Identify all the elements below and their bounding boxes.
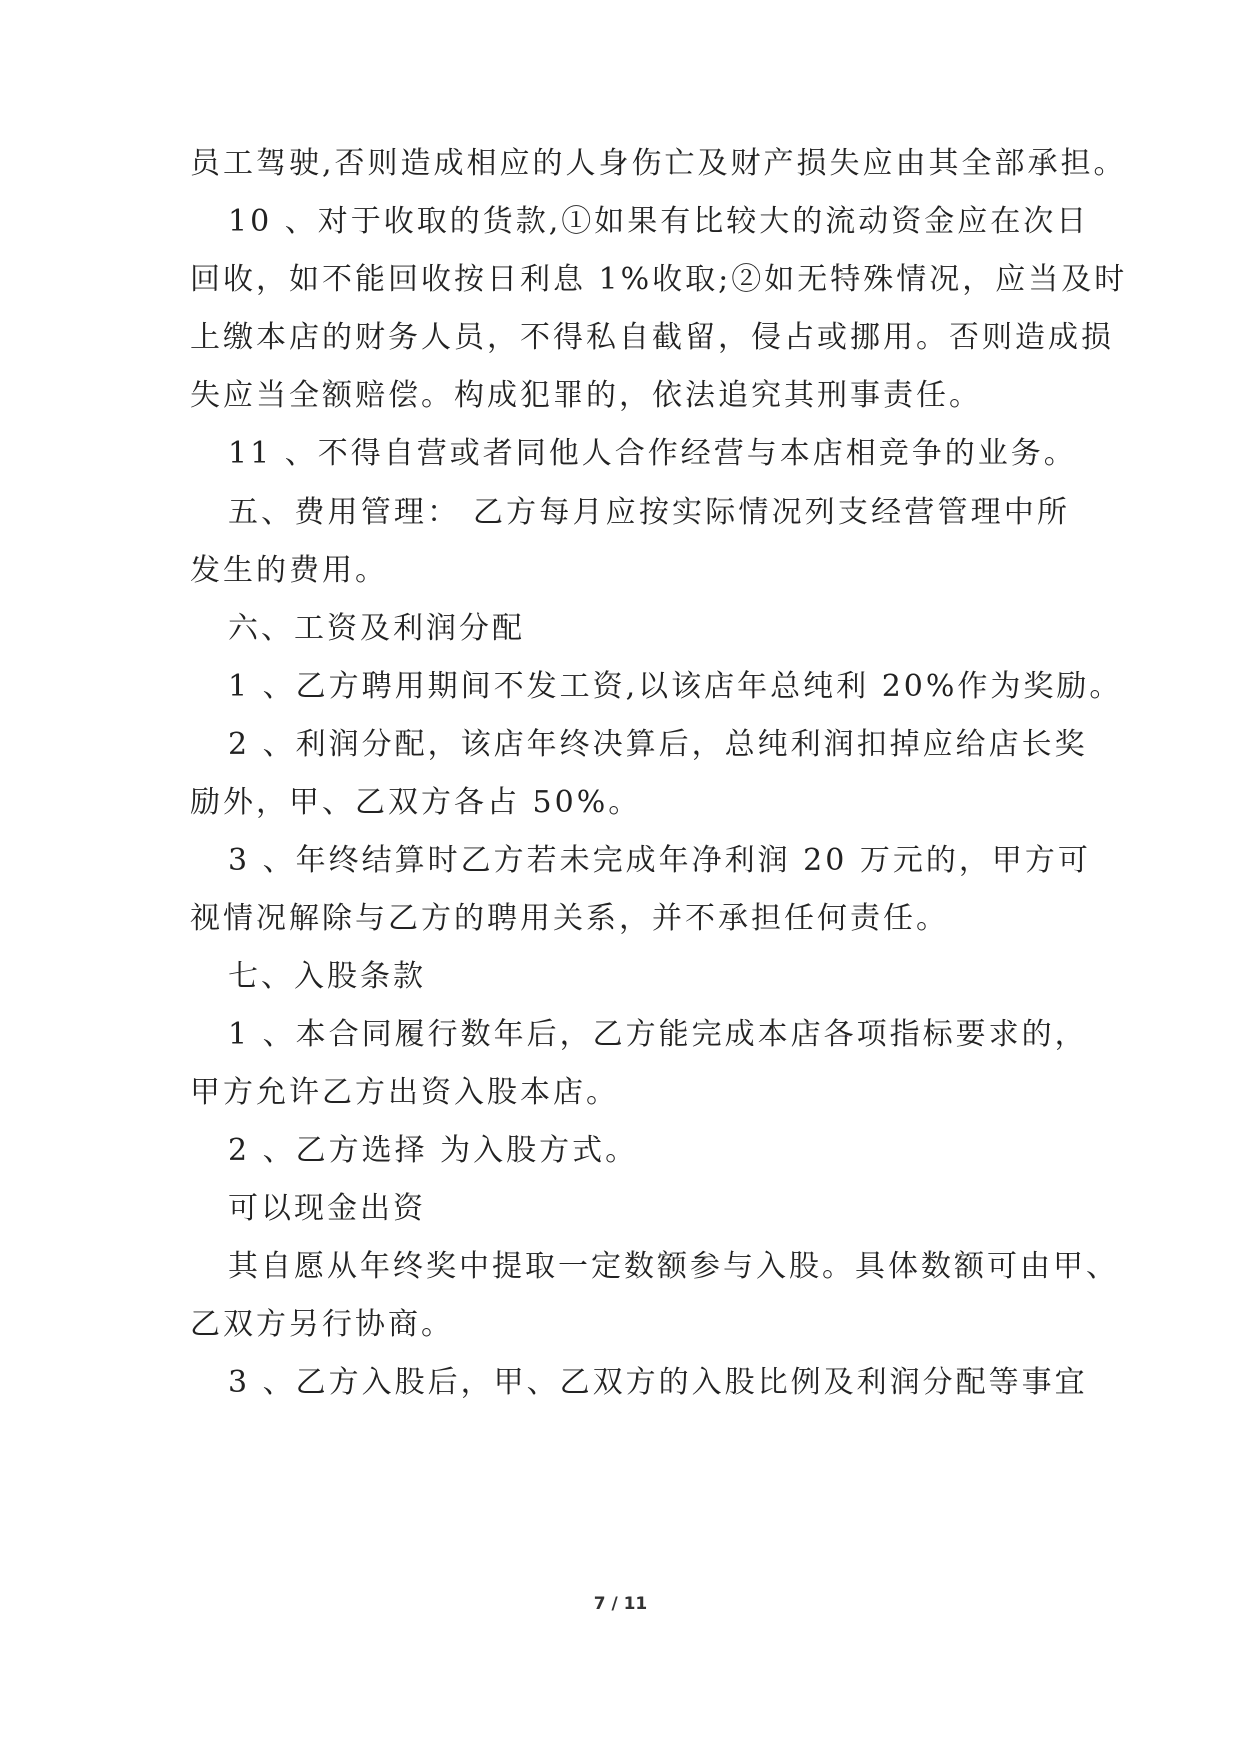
text-line-10: 1 、乙方聘用期间不发工资,以该店年总纯利 20%作为奖励。	[228, 669, 1123, 704]
page-number: 7 / 11	[593, 1594, 648, 1614]
text-line-2: 10 、对于收取的货款,①如果有比较大的流动资金应在次日	[228, 204, 1090, 239]
text-line-13: 3 、年终结算时乙方若未完成年净利润 20 万元的，甲方可	[228, 843, 1091, 878]
text-line-12: 励外，甲、乙双方各占 50%。	[190, 785, 642, 820]
text-line-17: 甲方允许乙方出资入股本店。	[190, 1075, 619, 1110]
section-heading-7: 七、入股条款	[228, 959, 426, 994]
text-line-7: 五、费用管理： 乙方每月应按实际情况列支经营管理中所	[228, 495, 1070, 530]
text-line-5: 失应当全额赔偿。构成犯罪的，依法追究其刑事责任。	[190, 378, 982, 413]
text-line-3: 回收，如不能回收按日利息 1%收取;②如无特殊情况，应当及时	[190, 262, 1128, 297]
text-line-8: 发生的费用。	[190, 553, 388, 588]
text-line-4: 上缴本店的财务人员，不得私自截留，侵占或挪用。否则造成损	[190, 320, 1114, 355]
text-line-11: 2 、利润分配，该店年终决算后，总纯利润扣掉应给店长奖	[228, 727, 1088, 762]
text-line-1: 员工驾驶,否则造成相应的人身伤亡及财产损失应由其全部承担。	[190, 146, 1127, 181]
text-line-19: 可以现金出资	[228, 1191, 426, 1226]
text-line-22: 3 、乙方入股后，甲、乙双方的入股比例及利润分配等事宜	[228, 1365, 1088, 1400]
text-line-21: 乙双方另行协商。	[190, 1307, 454, 1342]
text-line-16: 1 、本合同履行数年后，乙方能完成本店各项指标要求的，	[228, 1017, 1088, 1052]
text-line-6: 11 、不得自营或者同他人合作经营与本店相竞争的业务。	[228, 436, 1077, 471]
section-heading-6: 六、工资及利润分配	[228, 611, 525, 646]
text-line-20: 其自愿从年终奖中提取一定数额参与入股。具体数额可由甲、	[228, 1249, 1119, 1284]
text-line-14: 视情况解除与乙方的聘用关系，并不承担任何责任。	[190, 901, 949, 936]
text-line-18: 2 、乙方选择 为入股方式。	[228, 1133, 639, 1168]
